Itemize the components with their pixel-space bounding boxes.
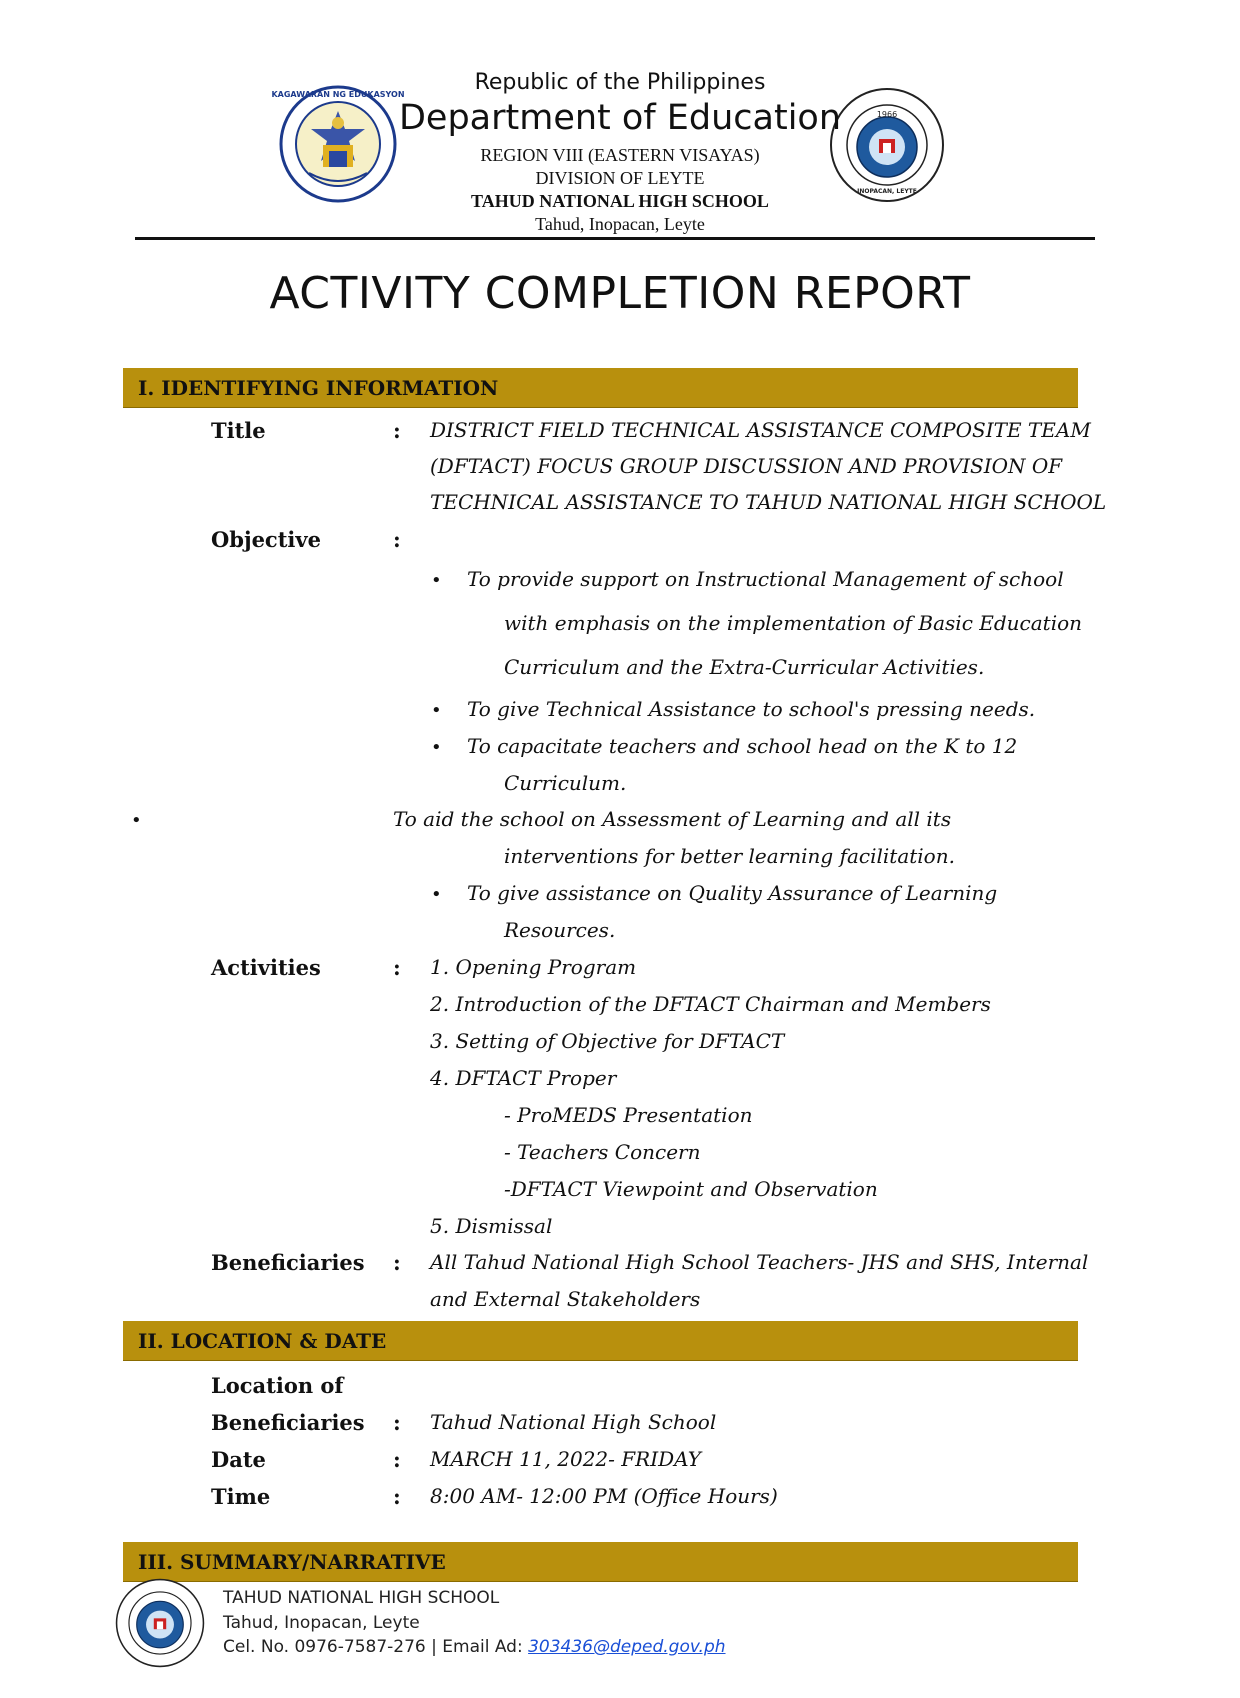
footer-school-logo [115,1578,205,1668]
footer-contact-text: Cel. No. 0976-7587-276 | Email Ad: [223,1637,529,1657]
location-value: Tahud National High School [430,1410,717,1434]
activities-label: Activities [211,955,321,980]
logo-place: INOPACAN, LEYTE [857,188,917,195]
title-line-2: (DFTACT) FOCUS GROUP DISCUSSION AND PROVISION OF [430,454,1063,478]
beneficiaries-label: Beneficiaries [211,1250,365,1275]
sub-activity-item: -DFTACT Viewpoint and Observation [504,1177,878,1201]
objective-1-line-3: Curriculum and the Extra-Curricular Activities. [504,655,985,679]
sub-activity-item: - Teachers Concern [504,1140,701,1164]
objective-5-line-1: To give assistance on Quality Assurance of Learning [467,881,998,905]
footer-email-link[interactable]: 303436@deped.gov.ph [528,1637,726,1657]
footer-contact [223,1636,726,1658]
objective-1-line-2: with emphasis on the implementation of Basic Education [504,611,1083,635]
date-colon: : [393,1447,401,1472]
location-label-line-2: Beneficiaries [211,1410,365,1435]
activities-colon: : [393,955,401,980]
date-value: MARCH 11, 2022- FRIDAY [430,1447,701,1471]
location-label-line-1: Location of [211,1373,344,1398]
bullet: • [431,570,442,591]
objective-3-line-2: Curriculum. [504,771,627,795]
objective-2-line-1: To give Technical Assistance to school's pressing needs. [467,697,1036,721]
section-heading-identifying: I. IDENTIFYING INFORMATION [123,368,1078,408]
sub-activity-item: - ProMEDS Presentation [504,1103,753,1127]
activity-item: 3. Setting of Objective for DFTACT [430,1029,785,1053]
section-heading-summary: III. SUMMARY/NARRATIVE [123,1542,1078,1582]
objective-1-line-1: To provide support on Instructional Management of school [467,567,1064,591]
time-value: 8:00 AM- 12:00 PM (Office Hours) [430,1484,778,1508]
title-line-3: TECHNICAL ASSISTANCE TO TAHUD NATIONAL HIGH SCHOOL [430,490,1107,514]
objective-4-line-2: interventions for better learning facilitation. [504,844,955,868]
time-colon: : [393,1484,401,1509]
republic-line: Republic of the Philippines [474,70,766,95]
bullet: • [431,884,442,905]
section-heading-location-date: II. LOCATION & DATE [123,1321,1078,1361]
beneficiaries-line-2: and External Stakeholders [430,1287,701,1311]
activity-item: 4. DFTACT Proper [430,1066,617,1090]
report-title: ACTIVITY COMPLETION REPORT [269,268,971,319]
objective-label: Objective [211,527,321,552]
location-colon: : [393,1410,401,1435]
objective-colon: : [393,527,401,552]
objective-4-line-1: To aid the school on Assessment of Learning and all its [393,807,952,831]
footer-address: Tahud, Inopacan, Leyte [223,1613,420,1633]
seal-text: KAGAWARAN NG EDUKASYON [271,90,405,99]
beneficiaries-colon: : [393,1250,401,1275]
department-line: Department of Education [398,98,842,138]
bullet: • [431,700,442,721]
header-divider [135,237,1095,240]
title-line-1: DISTRICT FIELD TECHNICAL ASSISTANCE COMPOSITE TEAM [430,418,1091,442]
objective-5-line-2: Resources. [504,918,616,942]
footer-school-name: TAHUD NATIONAL HIGH SCHOOL [223,1588,500,1608]
activity-item: 1. Opening Program [430,955,637,979]
bullet: • [131,810,142,831]
region-line: REGION VIII (EASTERN VISAYAS) [480,145,760,165]
date-label: Date [211,1447,266,1472]
division-line: DIVISION OF LEYTE [535,168,705,188]
logo-year: 1966 [876,110,898,119]
school-line: TAHUD NATIONAL HIGH SCHOOL [471,191,769,211]
activity-item: 2. Introduction of the DFTACT Chairman and Members [430,992,991,1016]
activity-item: 5. Dismissal [430,1214,553,1238]
address-line: Tahud, Inopacan, Leyte [535,214,705,234]
title-colon: : [393,418,401,443]
bullet: • [431,737,442,758]
objective-3-line-1: To capacitate teachers and school head on the K to 12 [467,734,1018,758]
title-label: Title [211,418,266,443]
time-label: Time [211,1484,271,1509]
beneficiaries-line-1: All Tahud National High School Teachers- JHS and SHS, Internal [430,1250,1089,1274]
